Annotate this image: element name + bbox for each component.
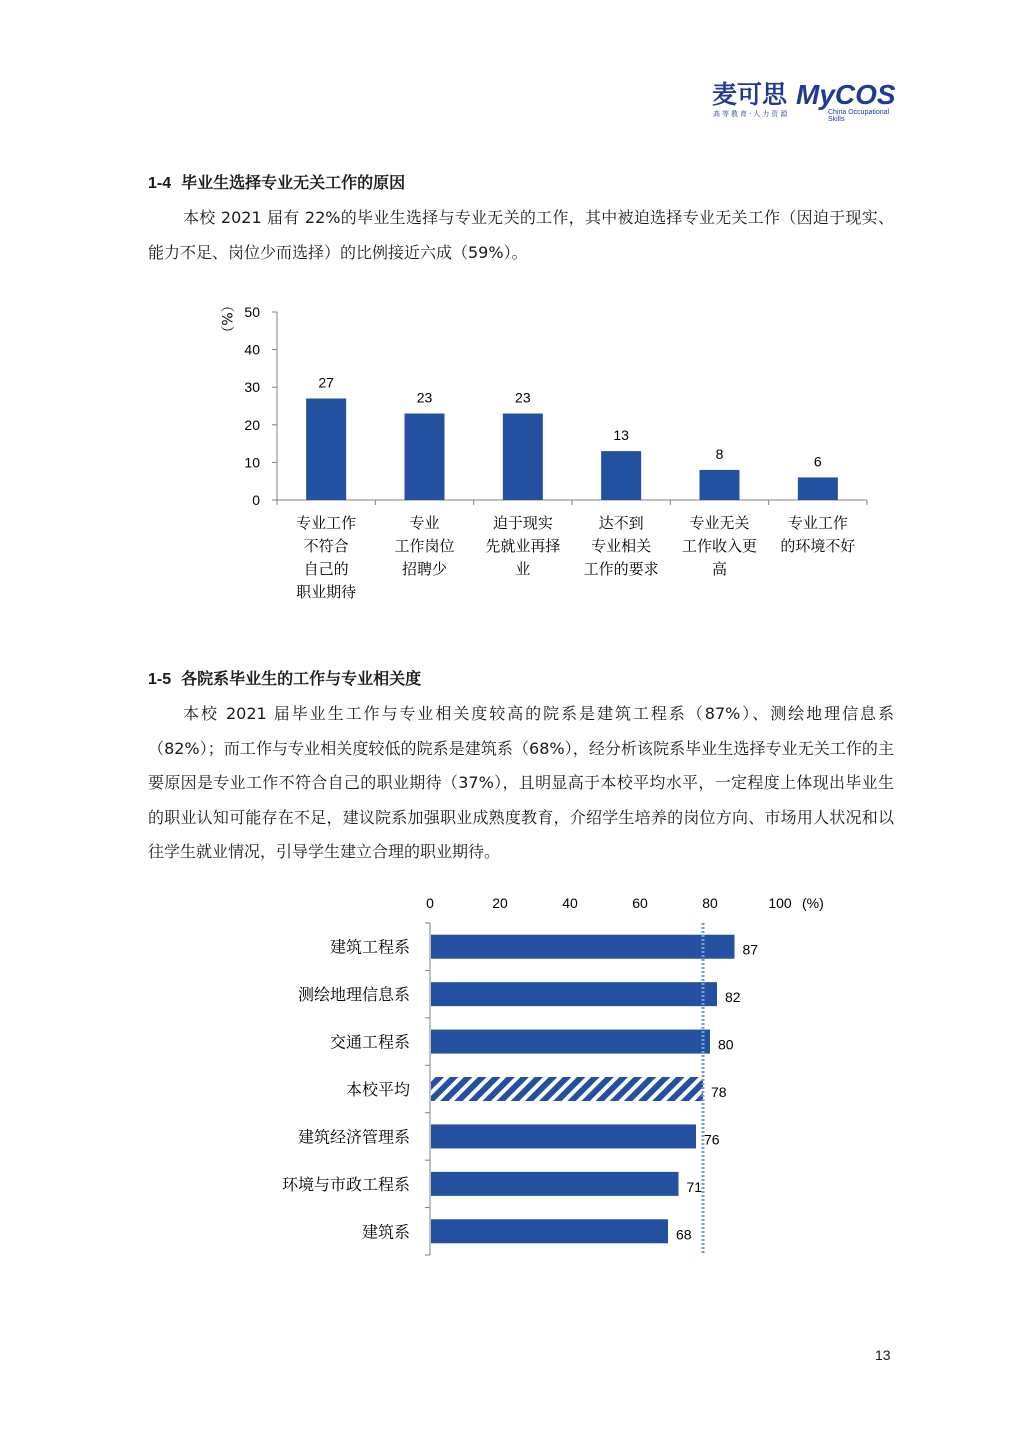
bar-value-label: 71	[686, 1178, 703, 1195]
mycos-logo	[712, 79, 897, 123]
category-label: 专业无关	[689, 514, 750, 532]
section-heading-1-4: 1-4 毕业生选择专业无关工作的原因	[148, 173, 406, 192]
category-label: 测绘地理信息系	[297, 985, 410, 1005]
bar	[431, 1124, 696, 1148]
category-label: 招聘少	[401, 560, 448, 578]
y-tick-label: 50	[244, 304, 260, 320]
bar-value-label: 23	[515, 389, 531, 406]
category-label: 高	[711, 560, 728, 578]
bar	[431, 1172, 679, 1196]
department-relevance-chart	[260, 885, 860, 1265]
y-axis-label: （%）	[218, 298, 234, 340]
bar	[306, 398, 346, 500]
bar	[503, 414, 543, 500]
x-axis-unit-label: (%)	[802, 895, 824, 911]
logo-chinese-name: 麦可思	[712, 80, 788, 109]
bar-value-label: 87	[742, 941, 759, 958]
category-label: 建筑经济管理系	[297, 1127, 410, 1147]
logo-subtitle-cn: 高等教育·人力资源	[713, 110, 790, 118]
y-tick-label: 40	[244, 341, 260, 358]
category-label: 先就业再择	[485, 537, 561, 555]
category-label: 交通工程系	[329, 1032, 410, 1052]
average-bar	[431, 1077, 703, 1101]
x-tick-label: 60	[632, 895, 648, 911]
bar	[431, 982, 717, 1006]
bar-value-label: 23	[416, 389, 433, 406]
category-label: 本校平均	[345, 1080, 410, 1099]
category-label: 工作收入更	[681, 537, 758, 555]
bar-value-label: 68	[676, 1226, 692, 1243]
category-label: 专业工作	[296, 514, 357, 532]
logo-subtitle-en: China Occupational Skills	[828, 109, 890, 123]
category-label: 业	[515, 560, 531, 578]
bar-value-label: 78	[711, 1084, 727, 1100]
x-tick-label: 40	[562, 895, 578, 911]
bar	[431, 935, 735, 959]
x-tick-label: 80	[702, 895, 718, 911]
bar-value-label: 82	[725, 989, 741, 1006]
logo-english-name: MyCOS	[796, 79, 896, 110]
bar	[431, 1030, 710, 1054]
category-label: 职业期待	[296, 583, 357, 601]
x-tick-label: 20	[492, 895, 508, 911]
section-paragraph-1-4: 本校 2021 届有 22%的毕业生选择与专业无关的工作，其中被迫选择专业无关工作（因迫于现实、能力不足、岗位少而选择）的比例接近六成（59%）。	[148, 208, 894, 262]
category-label: 工作的要求	[583, 560, 659, 578]
bar-value-label: 8	[715, 445, 724, 462]
x-tick-label: 100	[768, 895, 792, 911]
bar-value-label: 76	[704, 1131, 720, 1148]
x-tick-label: 0	[426, 895, 434, 911]
category-label: 自己的	[303, 560, 349, 578]
category-label: 专业	[409, 514, 440, 532]
category-label: 建筑工程系	[329, 937, 410, 957]
bar-value-label: 13	[613, 427, 629, 444]
reasons-bar-chart	[200, 295, 900, 615]
bar	[405, 414, 445, 500]
category-label: 专业相关	[591, 537, 652, 555]
category-label: 不符合	[303, 537, 349, 555]
bar-value-label: 27	[318, 374, 334, 391]
bar	[601, 451, 641, 500]
section-heading-1-5: 1-5 各院系毕业生的工作与专业相关度	[148, 669, 422, 688]
y-tick-label: 30	[244, 379, 260, 396]
bar	[431, 1219, 668, 1243]
category-label: 专业工作	[787, 514, 848, 532]
category-label: 的环境不好	[780, 537, 856, 555]
bar	[798, 477, 838, 500]
section-paragraph-1-5: 本校 2021 届毕业生工作与专业相关度较高的院系是建筑工程系（87%）、测绘地理信息系（82%）；而工作与专业相关度较低的院系是建筑系（68%），经分析该院系毕业生选择专业无关工作的主要原因是专业工作不符合自己的职业期待（37%），且明显高于本校平均水平，一定程度上体现出毕业生的职业认知可能存在不足，建议院系加强职业成熟度教育，介绍学生培养的岗位方向、市场用人状况和以往学生就业情况，引导学生建立合理的职业期待。	[148, 704, 894, 861]
category-label: 迫于现实	[492, 514, 553, 532]
category-label: 工作岗位	[394, 537, 455, 555]
y-tick-label: 10	[244, 454, 260, 471]
y-tick-label: 20	[244, 416, 260, 433]
category-label: 达不到	[598, 514, 644, 532]
bar-value-label: 80	[718, 1036, 734, 1053]
page-number: 13	[875, 1347, 891, 1363]
y-tick-label: 0	[252, 492, 260, 508]
bar-value-label: 6	[813, 453, 822, 470]
category-label: 环境与市政工程系	[281, 1174, 410, 1194]
bar	[700, 470, 740, 500]
category-label: 建筑系	[361, 1222, 410, 1242]
